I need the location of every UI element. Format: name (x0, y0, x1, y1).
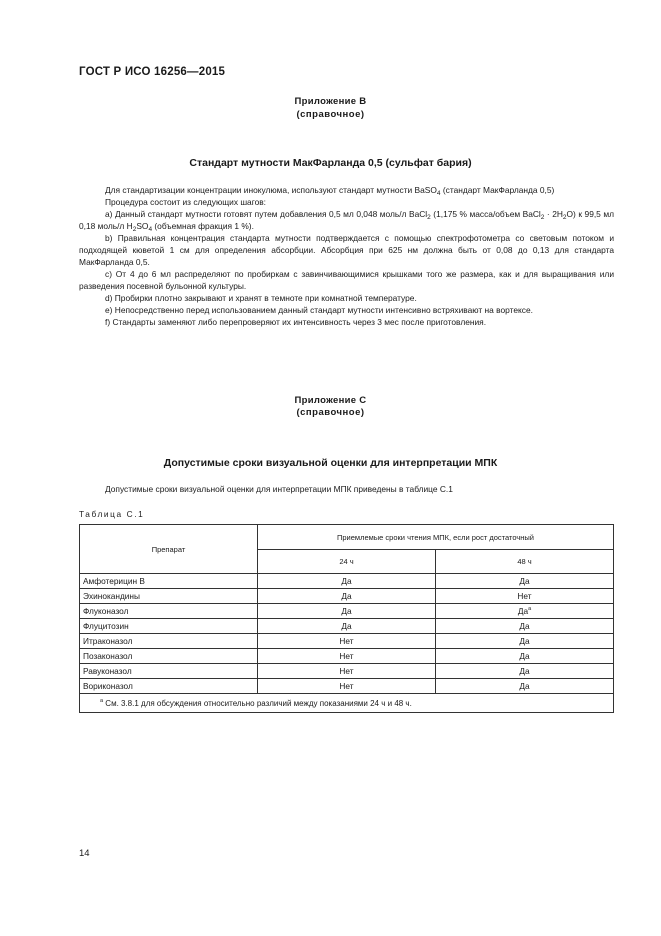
drug-name: Итраконазол (80, 634, 258, 649)
footnote-ref: а (528, 606, 532, 612)
drug-name: Флуцитозин (80, 619, 258, 634)
value-24h: Нет (258, 649, 436, 664)
appendix-b-label: Приложение В (294, 96, 367, 107)
value-24h: Нет (258, 679, 436, 694)
appendix-b-type: (справочное) (296, 109, 365, 120)
table-row (80, 664, 614, 679)
value-48h: Да (436, 634, 614, 649)
appendix-b-body (79, 184, 614, 328)
appendix-c-type: (справочное) (296, 407, 365, 418)
table-row (80, 634, 614, 649)
appendix-c-title: Допустимые сроки визуальной оценки для интерпретации МПК (163, 457, 498, 469)
page-number: 14 (79, 848, 90, 859)
value-24h: Нет (258, 634, 436, 649)
step-f: f) Стандарты заменяют либо перепроверяют их интенсивность через 3 мес после приготовления. (105, 317, 487, 327)
value-48h: $Да^а$ (436, 604, 614, 619)
step-d: d) Пробирки плотно закрывают и хранят в темноте при комнатной температуре. (105, 293, 417, 303)
table-footnote: $^а$ См. 3.8.1 для обсуждения относительно различий между показаниями 24 ч и 48 ч. (80, 694, 614, 713)
value-48h: Да (436, 679, 614, 694)
paragraph-intro: Допустимые сроки визуальной оценки для интерпретации МПК приведены в таблице С.1 (105, 484, 453, 494)
header-drug: Препарат (80, 525, 258, 574)
value-24h: Да (258, 619, 436, 634)
table-row (80, 574, 614, 589)
appendix-b-title: Стандарт мутности МакФарланда 0,5 (сульфат бария) (189, 157, 472, 169)
value-24h: Да (258, 589, 436, 604)
step-e: е) Непосредственно перед использованием данный стандарт мутности интенсивно встряхивают на вортексе. (105, 305, 533, 315)
drug-name: Позаконазол (80, 649, 258, 664)
step-b: b) Правильная концентрация стандарта мутности подтверждается с помощью спектрофотометра со световым потоком и подходящей кюветой 1 см для определения абсорбции. Абсорбция при 625 нм должна быть от 0,08 до 0,13 для стандарта МакФарланда 0,5. (79, 233, 614, 267)
table-row (80, 589, 614, 604)
value-24h: Нет (258, 664, 436, 679)
value-48h: Да (436, 664, 614, 679)
standard-code: ГОСТ Р ИСО 16256—2015 (79, 66, 226, 78)
header-reading-times: Приемлемые сроки чтения МПК, если рост достаточный (258, 525, 614, 550)
drug-name: Равуконазол (80, 664, 258, 679)
paragraph-procedure: Процедура состоит из следующих шагов: (105, 197, 267, 207)
value-48h: Да (436, 619, 614, 634)
value-48h: Да (436, 574, 614, 589)
value-24h: Да (258, 604, 436, 619)
header-48h: 48 ч (436, 550, 614, 574)
table-row (80, 604, 614, 619)
value-48h: Да (436, 649, 614, 664)
value-24h: Да (258, 574, 436, 589)
paragraph-standardization: Для стандартизации концентрации инокулюма, используют стандарт мутности BaSO$_4$ (стандарт МакФарланда 0,5) (105, 185, 555, 197)
appendix-c-label: Приложение С (294, 395, 367, 406)
table-row (80, 649, 614, 664)
drug-name: Амфотерицин В (80, 574, 258, 589)
table-caption: Таблица С.1 (79, 509, 145, 519)
value-48h: Нет (436, 589, 614, 604)
step-a: а) Данный стандарт мутности готовят путем добавления 0,5 мл 0,048 моль/л BaCl$_2$ (1,175 % масса/объем BaCl$_2$ · $2H_2O$) к 99,5 мл 0,18 моль/л $H_2SO_4$ (объемная фракция 1 %). (79, 209, 614, 233)
appendix-c-intro (79, 483, 614, 495)
step-c: с) От 4 до 6 мл распределяют по пробиркам с завинчивающимися крышками того же размера, как и для выращивания или разведения посевной бульонной культуры. (79, 269, 614, 291)
table-row (80, 619, 614, 634)
mic-reading-table (79, 524, 614, 713)
footnote-mark: а (100, 697, 104, 704)
table-row (80, 679, 614, 694)
drug-name: Эхинокандины (80, 589, 258, 604)
drug-name: Флуконазол (80, 604, 258, 619)
header-24h: 24 ч (258, 550, 436, 574)
drug-name: Вориконазол (80, 679, 258, 694)
